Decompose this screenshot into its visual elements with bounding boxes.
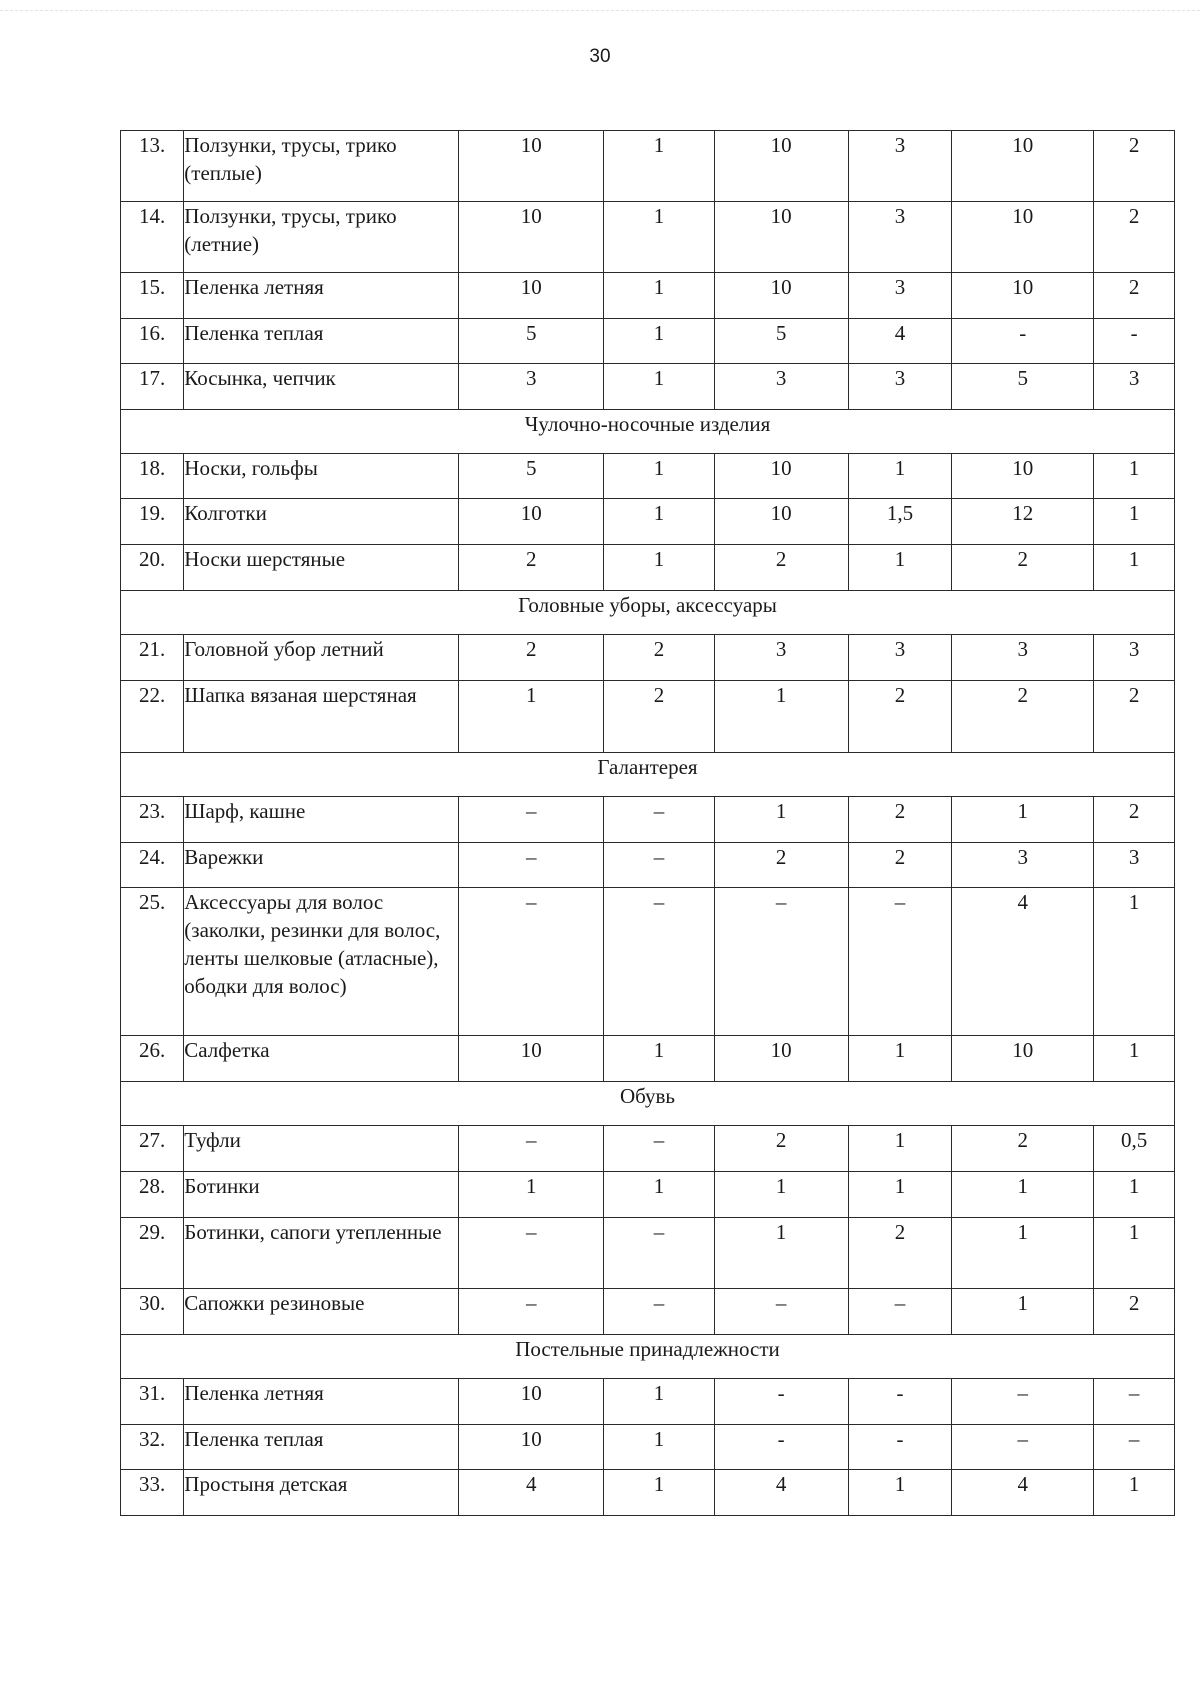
row-number: 24.	[121, 843, 184, 888]
row-number: 33.	[121, 1470, 184, 1516]
value-cell: –	[459, 843, 604, 888]
row-number: 22.	[121, 681, 184, 753]
value-cell: 3	[848, 273, 952, 319]
row-number: 16.	[121, 319, 184, 364]
value-cell: 12	[952, 499, 1094, 545]
table-row	[121, 131, 1175, 202]
value-cell: 1	[848, 454, 952, 499]
value-cell: -	[1094, 319, 1175, 364]
value-cell: 5	[714, 319, 848, 364]
value-cell: 2	[848, 681, 952, 753]
value-cell: 1	[604, 1172, 714, 1218]
value-cell: –	[952, 1425, 1094, 1470]
value-cell: 3	[952, 843, 1094, 888]
table-row	[121, 1218, 1175, 1289]
value-cell: 4	[459, 1470, 604, 1516]
value-cell: 1	[1094, 1172, 1175, 1218]
value-cell: 1	[1094, 1218, 1175, 1289]
table-row	[121, 1289, 1175, 1335]
value-cell: 3	[848, 131, 952, 202]
value-cell: 10	[459, 499, 604, 545]
row-number: 20.	[121, 545, 184, 591]
value-cell: 5	[459, 319, 604, 364]
value-cell: 2	[714, 545, 848, 591]
value-cell: –	[1094, 1379, 1175, 1425]
value-cell: 3	[952, 635, 1094, 681]
item-name: Ползунки, трусы, трико (теплые)	[184, 131, 459, 202]
table-row	[121, 843, 1175, 888]
value-cell: 2	[1094, 797, 1175, 843]
value-cell: 1	[459, 1172, 604, 1218]
value-cell: 10	[714, 131, 848, 202]
table-row	[121, 454, 1175, 499]
table-row	[121, 1036, 1175, 1082]
item-name: Пеленка летняя	[184, 273, 459, 319]
row-number: 23.	[121, 797, 184, 843]
item-name: Простыня детская	[184, 1470, 459, 1516]
section-title: Постельные принадлежности	[121, 1335, 1175, 1379]
row-number: 30.	[121, 1289, 184, 1335]
value-cell: 1	[952, 797, 1094, 843]
value-cell: 10	[952, 1036, 1094, 1082]
value-cell: 2	[459, 545, 604, 591]
value-cell: –	[1094, 1425, 1175, 1470]
value-cell: 1	[848, 1470, 952, 1516]
value-cell: 1	[848, 1172, 952, 1218]
value-cell: 5	[952, 364, 1094, 410]
item-name: Носки шерстяные	[184, 545, 459, 591]
value-cell: 5	[459, 454, 604, 499]
table-row	[121, 499, 1175, 545]
value-cell: 2	[604, 635, 714, 681]
value-cell: 1	[1094, 545, 1175, 591]
item-name: Пеленка теплая	[184, 319, 459, 364]
table-row	[121, 1172, 1175, 1218]
value-cell: 4	[952, 1470, 1094, 1516]
section-row	[121, 1335, 1175, 1379]
row-number: 28.	[121, 1172, 184, 1218]
row-number: 15.	[121, 273, 184, 319]
value-cell: 10	[459, 273, 604, 319]
value-cell: 1	[604, 202, 714, 273]
value-cell: 2	[1094, 202, 1175, 273]
page-top-rule	[0, 10, 1200, 11]
value-cell: 4	[848, 319, 952, 364]
value-cell: 1	[604, 454, 714, 499]
value-cell: 10	[459, 202, 604, 273]
value-cell: 3	[848, 364, 952, 410]
value-cell: –	[459, 888, 604, 1036]
section-row	[121, 753, 1175, 797]
value-cell: -	[848, 1425, 952, 1470]
value-cell: 3	[714, 635, 848, 681]
value-cell: –	[604, 843, 714, 888]
value-cell: 1	[1094, 1470, 1175, 1516]
value-cell: –	[848, 1289, 952, 1335]
item-name: Пеленка теплая	[184, 1425, 459, 1470]
value-cell: 10	[459, 1379, 604, 1425]
section-title: Чулочно-носочные изделия	[121, 410, 1175, 454]
value-cell: 10	[952, 131, 1094, 202]
value-cell: 3	[1094, 364, 1175, 410]
value-cell: 3	[1094, 843, 1175, 888]
table-row	[121, 202, 1175, 273]
item-name: Шапка вязаная шерстяная	[184, 681, 459, 753]
row-number: 14.	[121, 202, 184, 273]
value-cell: 10	[952, 454, 1094, 499]
table-row	[121, 364, 1175, 410]
item-name: Салфетка	[184, 1036, 459, 1082]
table-row	[121, 635, 1175, 681]
item-name: Колготки	[184, 499, 459, 545]
value-cell: 4	[714, 1470, 848, 1516]
value-cell: 10	[714, 202, 848, 273]
value-cell: 2	[952, 1126, 1094, 1172]
value-cell: –	[459, 1218, 604, 1289]
value-cell: 3	[459, 364, 604, 410]
value-cell: 10	[714, 273, 848, 319]
item-name: Носки, гольфы	[184, 454, 459, 499]
value-cell: 2	[459, 635, 604, 681]
value-cell: 1	[952, 1218, 1094, 1289]
row-number: 27.	[121, 1126, 184, 1172]
value-cell: 1	[604, 1036, 714, 1082]
item-name: Сапожки резиновые	[184, 1289, 459, 1335]
row-number: 17.	[121, 364, 184, 410]
value-cell: 1	[604, 499, 714, 545]
value-cell: 1	[848, 545, 952, 591]
value-cell: 1	[1094, 499, 1175, 545]
item-name: Ползунки, трусы, трико (летние)	[184, 202, 459, 273]
value-cell: 1	[714, 1218, 848, 1289]
value-cell: 10	[714, 1036, 848, 1082]
value-cell: 1	[848, 1036, 952, 1082]
page-number: 30	[589, 46, 611, 67]
value-cell: -	[848, 1379, 952, 1425]
norms-table-body	[121, 131, 1175, 1516]
value-cell: 1	[952, 1289, 1094, 1335]
section-row	[121, 591, 1175, 635]
value-cell: 1	[714, 1172, 848, 1218]
row-number: 13.	[121, 131, 184, 202]
item-name: Головной убор летний	[184, 635, 459, 681]
value-cell: 2	[848, 797, 952, 843]
section-title: Головные уборы, аксессуары	[121, 591, 1175, 635]
value-cell: 2	[1094, 681, 1175, 753]
value-cell: –	[848, 888, 952, 1036]
value-cell: 1	[714, 681, 848, 753]
value-cell: 10	[714, 454, 848, 499]
value-cell: –	[604, 888, 714, 1036]
table-row	[121, 1126, 1175, 1172]
section-title: Обувь	[121, 1082, 1175, 1126]
row-number: 29.	[121, 1218, 184, 1289]
table-row	[121, 1379, 1175, 1425]
value-cell: 1	[604, 273, 714, 319]
value-cell: 1	[604, 1379, 714, 1425]
value-cell: 10	[459, 1425, 604, 1470]
value-cell: -	[714, 1379, 848, 1425]
value-cell: 1	[848, 1126, 952, 1172]
value-cell: –	[459, 797, 604, 843]
row-number: 19.	[121, 499, 184, 545]
value-cell: 1	[459, 681, 604, 753]
value-cell: 1	[1094, 1036, 1175, 1082]
value-cell: 0,5	[1094, 1126, 1175, 1172]
value-cell: –	[604, 797, 714, 843]
value-cell: 3	[848, 635, 952, 681]
table-row	[121, 681, 1175, 753]
value-cell: 1	[604, 131, 714, 202]
value-cell: 1	[714, 797, 848, 843]
value-cell: –	[604, 1289, 714, 1335]
value-cell: 10	[459, 131, 604, 202]
value-cell: 1	[604, 1425, 714, 1470]
table-row	[121, 888, 1175, 1036]
row-number: 26.	[121, 1036, 184, 1082]
value-cell: 1	[604, 545, 714, 591]
table-row	[121, 797, 1175, 843]
value-cell: 4	[952, 888, 1094, 1036]
value-cell: 2	[714, 843, 848, 888]
row-number: 32.	[121, 1425, 184, 1470]
value-cell: 2	[1094, 1289, 1175, 1335]
table-row	[121, 1470, 1175, 1516]
value-cell: -	[952, 319, 1094, 364]
section-row	[121, 1082, 1175, 1126]
value-cell: 1,5	[848, 499, 952, 545]
value-cell: –	[459, 1126, 604, 1172]
value-cell: –	[952, 1379, 1094, 1425]
row-number: 21.	[121, 635, 184, 681]
value-cell: 10	[952, 202, 1094, 273]
value-cell: 2	[1094, 273, 1175, 319]
value-cell: 2	[952, 545, 1094, 591]
norms-table	[120, 130, 1175, 1516]
item-name: Аксессуары для волос (заколки, резинки для волос, ленты шелковые (атласные), ободки для волос)	[184, 888, 459, 1036]
value-cell: 1	[1094, 454, 1175, 499]
item-name: Ботинки	[184, 1172, 459, 1218]
value-cell: 2	[952, 681, 1094, 753]
item-name: Шарф, кашне	[184, 797, 459, 843]
row-number: 31.	[121, 1379, 184, 1425]
value-cell: 10	[714, 499, 848, 545]
value-cell: 1	[604, 1470, 714, 1516]
value-cell: –	[714, 888, 848, 1036]
item-name: Варежки	[184, 843, 459, 888]
value-cell: 1	[1094, 888, 1175, 1036]
value-cell: 2	[714, 1126, 848, 1172]
value-cell: –	[604, 1126, 714, 1172]
value-cell: 10	[459, 1036, 604, 1082]
section-title: Галантерея	[121, 753, 1175, 797]
value-cell: 10	[952, 273, 1094, 319]
table-row	[121, 273, 1175, 319]
value-cell: 3	[1094, 635, 1175, 681]
value-cell: 3	[714, 364, 848, 410]
value-cell: –	[714, 1289, 848, 1335]
value-cell: 1	[604, 364, 714, 410]
value-cell: –	[604, 1218, 714, 1289]
table-row	[121, 319, 1175, 364]
item-name: Пеленка летняя	[184, 1379, 459, 1425]
table-row	[121, 545, 1175, 591]
value-cell: 1	[952, 1172, 1094, 1218]
value-cell: 2	[1094, 131, 1175, 202]
value-cell: 2	[848, 1218, 952, 1289]
row-number: 25.	[121, 888, 184, 1036]
item-name: Ботинки, сапоги утепленные	[184, 1218, 459, 1289]
value-cell: 2	[848, 843, 952, 888]
section-row	[121, 410, 1175, 454]
value-cell: –	[459, 1289, 604, 1335]
item-name: Туфли	[184, 1126, 459, 1172]
value-cell: 1	[604, 319, 714, 364]
row-number: 18.	[121, 454, 184, 499]
item-name: Косынка, чепчик	[184, 364, 459, 410]
value-cell: -	[714, 1425, 848, 1470]
value-cell: 2	[604, 681, 714, 753]
value-cell: 3	[848, 202, 952, 273]
table-row	[121, 1425, 1175, 1470]
